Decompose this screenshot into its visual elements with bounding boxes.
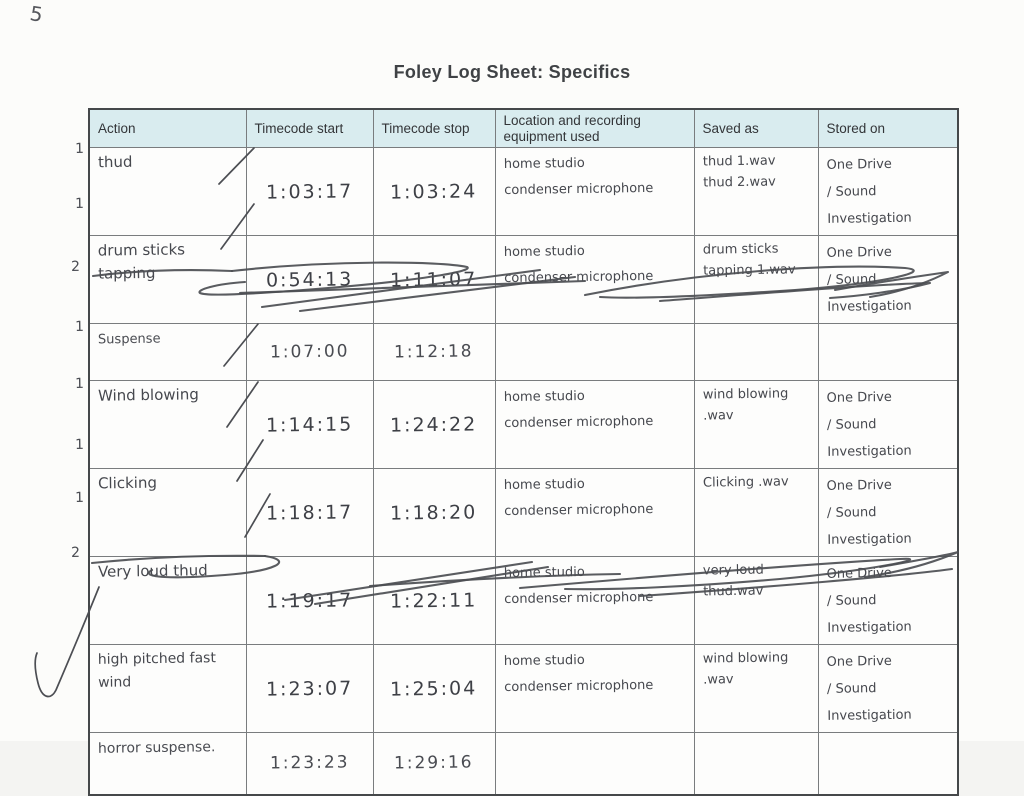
cell-timecode-start: 1:18:17 <box>246 469 373 557</box>
cell-action: Suspense <box>89 324 246 381</box>
cell-timecode-stop: 1:22:11 <box>373 557 495 645</box>
cell-timecode-stop: 1:12:18 <box>373 324 495 381</box>
cell-timecode-stop: 1:25:04 <box>373 645 495 733</box>
cell-stored-on <box>818 324 958 381</box>
cell-saved-as: thud 1.wav thud 2.wav <box>694 148 818 236</box>
handwritten-margin-mark: 1 <box>74 375 85 392</box>
column-header-stored-on: Stored on <box>818 109 958 148</box>
table-row <box>89 236 958 324</box>
table-row-crossed-out <box>89 733 958 795</box>
column-header-action: Action <box>89 109 246 148</box>
handwritten-margin-mark: 2 <box>70 258 81 275</box>
page-title: Foley Log Sheet: Specifics <box>393 62 631 82</box>
cell-saved-as: Clicking .wav <box>694 469 818 557</box>
cell-saved-as <box>694 324 818 381</box>
cell-stored-on: One Drive / Sound Investigation <box>818 645 958 733</box>
column-header-saved-as: Saved as <box>694 109 818 148</box>
foley-log-table <box>88 108 959 796</box>
table-row <box>89 557 958 645</box>
cell-action: high pitched fast wind <box>89 645 246 733</box>
table-row <box>89 148 958 236</box>
table-header-row <box>89 109 958 148</box>
table-row <box>89 381 958 469</box>
cell-timecode-stop: 1:03:24 <box>373 148 495 236</box>
cell-location: home studio condenser microphone <box>495 557 694 645</box>
cell-timecode-stop: 1:24:22 <box>373 381 495 469</box>
cell-stored-on: One Drive / Sound Investigation <box>818 381 958 469</box>
cell-location: home studio condenser microphone <box>495 148 694 236</box>
table-row <box>89 469 958 557</box>
cell-timecode-start: 1:19:17 <box>246 557 373 645</box>
handwritten-margin-mark: 1 <box>74 140 85 157</box>
cell-location: home studio condenser microphone <box>495 236 694 324</box>
handwritten-margin-mark: 1 <box>74 436 85 453</box>
cell-action: thud <box>89 148 246 236</box>
cell-location <box>495 324 694 381</box>
cell-timecode-start: 1:23:07 <box>246 645 373 733</box>
table-row-crossed-out <box>89 324 958 381</box>
cell-timecode-start: 1:14:15 <box>246 381 373 469</box>
handwritten-page-number: 5 <box>28 1 45 27</box>
cell-action: horror suspense. <box>89 733 246 795</box>
cell-stored-on: One Drive / Sound Investigation <box>818 236 958 324</box>
column-header-timecode-stop: Timecode stop <box>373 109 495 148</box>
table-row <box>89 645 958 733</box>
cell-action: Very loud thud <box>89 557 246 645</box>
handwritten-margin-mark: 1 <box>74 318 85 335</box>
cell-action: drum sticks tapping <box>89 236 246 324</box>
cell-stored-on: One Drive / Sound Investigation <box>818 557 958 645</box>
cell-location <box>495 733 694 795</box>
cell-saved-as: wind blowing .wav <box>694 381 818 469</box>
handwritten-margin-mark: 2 <box>70 544 81 561</box>
cell-action: Clicking <box>89 469 246 557</box>
cell-saved-as <box>694 733 818 795</box>
cell-saved-as: drum sticks tapping 1.wav <box>694 236 818 324</box>
cell-timecode-start: 0:54:13 <box>246 236 373 324</box>
cell-timecode-start: 1:07:00 <box>246 324 373 381</box>
cell-timecode-stop: 1:18:20 <box>373 469 495 557</box>
cell-saved-as: very loud thud.wav <box>694 557 818 645</box>
column-header-location: Location and recording equipment used <box>495 109 694 148</box>
cell-location: home studio condenser microphone <box>495 469 694 557</box>
cell-timecode-start: 1:23:23 <box>246 733 373 795</box>
cell-saved-as: wind blowing .wav <box>694 645 818 733</box>
cell-timecode-start: 1:03:17 <box>246 148 373 236</box>
cell-stored-on: One Drive / Sound Investigation <box>818 148 958 236</box>
cell-location: home studio condenser microphone <box>495 381 694 469</box>
column-header-timecode-start: Timecode start <box>246 109 373 148</box>
cell-action: Wind blowing <box>89 381 246 469</box>
cell-location: home studio condenser microphone <box>495 645 694 733</box>
cell-stored-on: One Drive / Sound Investigation <box>818 469 958 557</box>
cell-stored-on <box>818 733 958 795</box>
cell-timecode-stop: 1:11:07 <box>373 236 495 324</box>
handwritten-margin-mark: 1 <box>74 489 85 506</box>
cell-timecode-stop: 1:29:16 <box>373 733 495 795</box>
handwritten-margin-mark: 1 <box>74 195 85 212</box>
